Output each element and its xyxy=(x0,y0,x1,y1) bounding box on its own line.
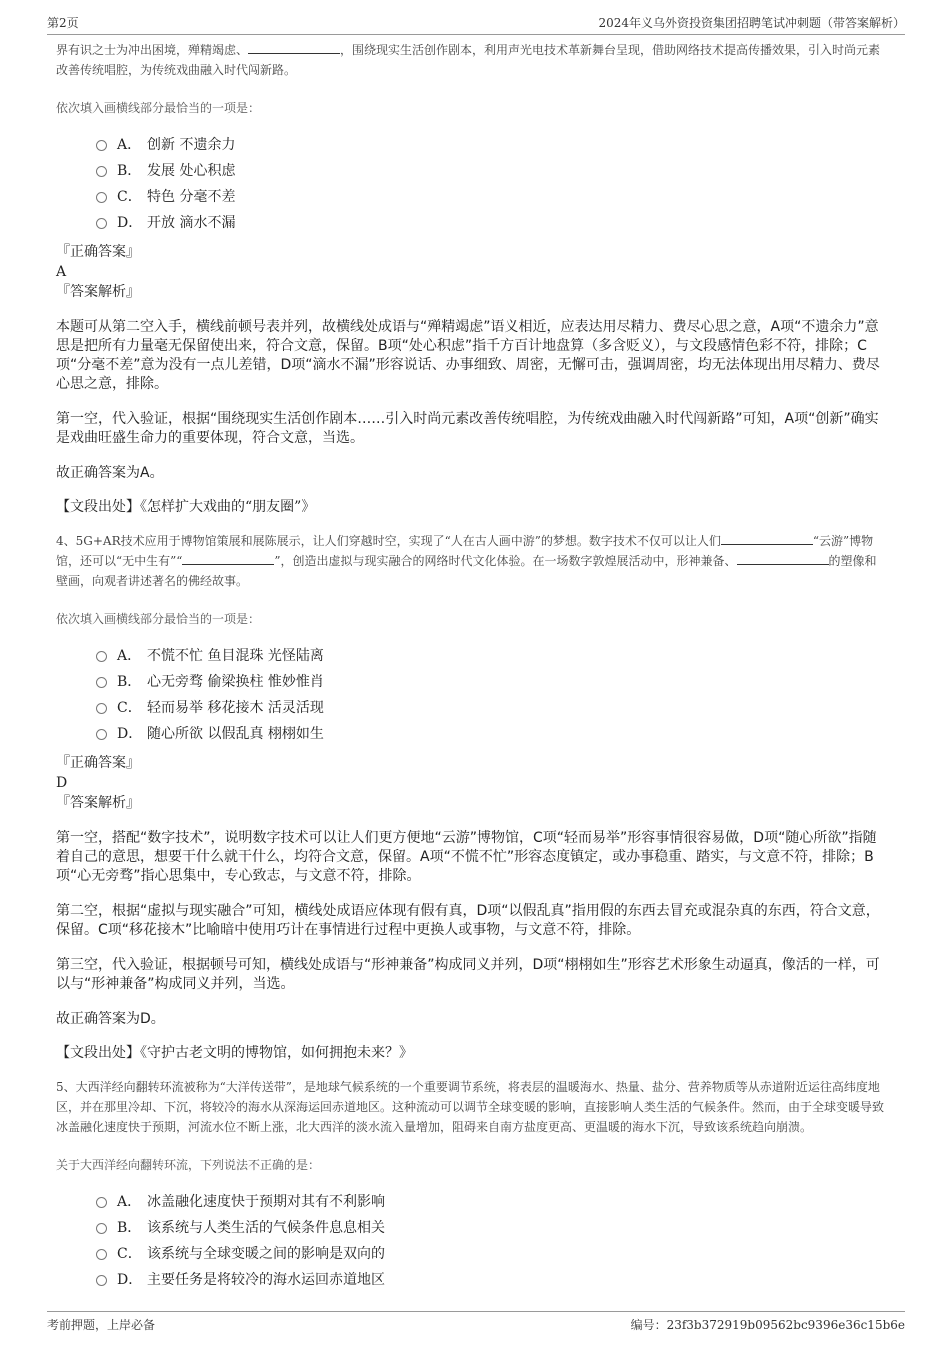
q4-analysis-1: 第一空，搭配“数字技术”，说明数字技术可以让人们更方便地“云游”博物馆，C项“轻而易举”形容事情很容易做，D项“随心所欲”指随着自己的意思，想要干什么就干什么，均符合文意，保留。A项“不慌不忙”形容态度镇定，或办事稳重、踏实，与文意不符，排除；B项“心无旁骛”指心思集中，专心致志，与文意不符，排除。 xyxy=(56,830,877,884)
q4-ask: 依次填入画横线部分最恰当的一项是： xyxy=(56,612,261,626)
q3-option-d[interactable] xyxy=(96,210,888,236)
q4-answer: D xyxy=(56,775,68,791)
option-text: 冰盖融化速度快于预期对其有不利影响 xyxy=(147,1194,385,1210)
radio-icon[interactable] xyxy=(96,1275,107,1286)
option-letter: C． xyxy=(117,700,142,716)
option-text: 该系统与全球变暖之间的影响是双向的 xyxy=(147,1246,385,1262)
q4-stem-part-c: ”，创造出虚拟与现实融合的网络时代文化体验。在一场数字敦煌展活动中，形神兼备、 xyxy=(274,554,737,568)
radio-icon[interactable] xyxy=(96,166,107,177)
q5-option-a[interactable] xyxy=(96,1189,888,1215)
q3-answer: A xyxy=(56,264,67,280)
q3-source: 【文段出处】《怎样扩大戏曲的“朋友圈”》 xyxy=(56,499,316,515)
q5-option-c[interactable] xyxy=(96,1241,888,1267)
q5-options xyxy=(96,1189,888,1293)
option-letter: D． xyxy=(117,215,143,231)
option-text: 创新 不遗余力 xyxy=(147,137,236,153)
radio-icon[interactable] xyxy=(96,1249,107,1260)
page-content xyxy=(56,40,888,1299)
page-header xyxy=(47,12,905,35)
q5-option-d[interactable] xyxy=(96,1267,888,1293)
option-letter: B． xyxy=(117,674,142,690)
radio-icon[interactable] xyxy=(96,1197,107,1208)
q4-option-a[interactable] xyxy=(96,643,888,669)
q3-option-a[interactable] xyxy=(96,132,888,158)
radio-icon[interactable] xyxy=(96,677,107,688)
radio-icon[interactable] xyxy=(96,1223,107,1234)
q3-answer-label: 『正确答案』 xyxy=(56,244,140,260)
option-letter: A． xyxy=(117,1194,142,1210)
radio-icon[interactable] xyxy=(96,218,107,229)
radio-icon[interactable] xyxy=(96,651,107,662)
radio-icon[interactable] xyxy=(96,729,107,740)
option-letter: C． xyxy=(117,189,142,205)
document-title: 2024年义乌外资投资集团招聘笔试冲刺题（带答案解析） xyxy=(598,16,905,30)
option-letter: B． xyxy=(117,163,142,179)
option-letter: D． xyxy=(117,1272,143,1288)
q4-stem-part-d: 的塑像和壁画，向观者讲述著名的佛经故事。 xyxy=(56,554,877,588)
q4-analysis-4: 故正确答案为D。 xyxy=(56,1011,165,1027)
option-text: 特色 分毫不差 xyxy=(147,189,236,205)
q4-options xyxy=(96,643,888,747)
option-text: 发展 处心积虑 xyxy=(147,163,236,179)
q5-stem: 5、大西洋经向翻转环流被称为“大洋传送带”，是地球气候系统的一个重要调节系统，将表层的温暖海水、热量、盐分、营养物质等从赤道附近运往高纬度地区，并在那里冷却、下沉，将较冷的海水从深海运回赤道地区。这种流动可以调节全球变暖的影响，直接影响人类生活的气候条件。然而，由于全球变暖导致冰盖融化速度快于预期，河流水位不断上涨，北大西洋的淡水流入量增加，阻碍来自南方盐度更高、更温暖的海水下沉，导致该系统趋向崩溃。 xyxy=(56,1080,885,1134)
q3-analysis-3: 故正确答案为A。 xyxy=(56,465,164,481)
q4-analysis-2: 第二空，根据“虚拟与现实融合”可知，横线处成语应体现有假有真，D项“以假乱真”指用假的东西去冒充或混杂真的东西，符合文意，保留。C项“移花接木”比喻暗中使用巧计在事情进行过程中更换人或事物，与文意不符，排除。 xyxy=(56,903,880,938)
option-text: 主要任务是将较冷的海水运回赤道地区 xyxy=(147,1272,385,1288)
option-text: 心无旁骛 偷梁换柱 惟妙惟肖 xyxy=(147,674,324,690)
q3-ask: 依次填入画横线部分最恰当的一项是： xyxy=(56,101,261,115)
option-text: 轻而易举 移花接木 活灵活现 xyxy=(147,700,324,716)
radio-icon[interactable] xyxy=(96,192,107,203)
q4-analysis-3: 第三空，代入验证，根据顿号可知，横线处成语与“形神兼备”构成同义并列，D项“栩栩如生”形容艺术形象生动逼真，像活的一样，可以与“形神兼备”构成同义并列，当选。 xyxy=(56,957,880,992)
option-letter: D． xyxy=(117,726,143,742)
q4-analysis-label: 『答案解析』 xyxy=(56,795,140,811)
q3-options xyxy=(96,132,888,236)
option-letter: A． xyxy=(117,648,142,664)
footer-slogan: 考前押题，上岸必备 xyxy=(47,1318,156,1332)
option-text: 不慌不忙 鱼目混珠 光怪陆离 xyxy=(147,648,324,664)
option-text: 开放 滴水不漏 xyxy=(147,215,236,231)
q5-ask: 关于大西洋经向翻转环流，下列说法不正确的是： xyxy=(56,1158,321,1172)
q4-stem-part-a: 4、5G+AR技术应用于博物馆策展和展陈展示，让人们穿越时空，实现了“人在古人画中游”的梦想。数字技术不仅可以让人们 xyxy=(56,534,721,548)
q4-blank-1 xyxy=(721,532,813,545)
q3-stem-part-a: 界有识之士为冲出困境，殚精竭虑、 xyxy=(56,43,249,57)
q4-blank-3 xyxy=(737,552,829,565)
q3-option-c[interactable] xyxy=(96,184,888,210)
q3-blank xyxy=(248,41,340,54)
option-letter: A． xyxy=(117,137,142,153)
q4-option-c[interactable] xyxy=(96,695,888,721)
q3-stem xyxy=(56,40,888,80)
option-letter: B． xyxy=(117,1220,142,1236)
q3-analysis-2: 第一空，代入验证，根据“围绕现实生活创作剧本……引入时尚元素改善传统唱腔，为传统戏曲融入时代闯新路”可知，A项“创新”确实是戏曲旺盛生命力的重要体现，符合文意，当选。 xyxy=(56,411,879,446)
q3-analysis-1: 本题可从第二空入手，横线前顿号表并列，故横线处成语与“殚精竭虑”语义相近，应表达用尽精力、费尽心思之意，A项“不遗余力”意思是把所有力量毫无保留使出来，符合文意，保留。B项“处心积虑”指千方百计地盘算（多含贬义），与文段感情色彩不符，排除；C项“分毫不差”意为没有一点儿差错，D项“滴水不漏”形容说话、办事细致、周密，无懈可击，强调周密，均无法体现出用尽精力、费尽心思之意，排除。 xyxy=(56,319,880,392)
q3-option-b[interactable] xyxy=(96,158,888,184)
footer-serial: 编号：23f3b372919b09562bc9396e36c15b6e xyxy=(630,1318,905,1332)
q4-answer-label: 『正确答案』 xyxy=(56,755,140,771)
page-footer xyxy=(47,1311,905,1334)
option-letter: C． xyxy=(117,1246,142,1262)
q5-option-b[interactable] xyxy=(96,1215,888,1241)
q4-stem-part-b: “云游”博物馆，还可以“无中生有”“ xyxy=(56,534,874,568)
q3-stem-part-b: ，围绕现实生活创作剧本，利用声光电技术革新舞台呈现，借助网络技术提高传播效果，引入时尚元素改善传统唱腔，为传统戏曲融入时代闯新路。 xyxy=(56,43,881,77)
radio-icon[interactable] xyxy=(96,140,107,151)
q3-analysis-label: 『答案解析』 xyxy=(56,284,140,300)
q4-stem xyxy=(56,531,888,591)
option-text: 随心所欲 以假乱真 栩栩如生 xyxy=(147,726,324,742)
q4-blank-2 xyxy=(182,552,274,565)
option-text: 该系统与人类生活的气候条件息息相关 xyxy=(147,1220,385,1236)
q4-option-b[interactable] xyxy=(96,669,888,695)
page-number: 第2页 xyxy=(47,16,79,30)
q4-source: 【文段出处】《守护古老文明的博物馆，如何拥抱未来？》 xyxy=(56,1045,413,1061)
radio-icon[interactable] xyxy=(96,703,107,714)
q4-option-d[interactable] xyxy=(96,721,888,747)
